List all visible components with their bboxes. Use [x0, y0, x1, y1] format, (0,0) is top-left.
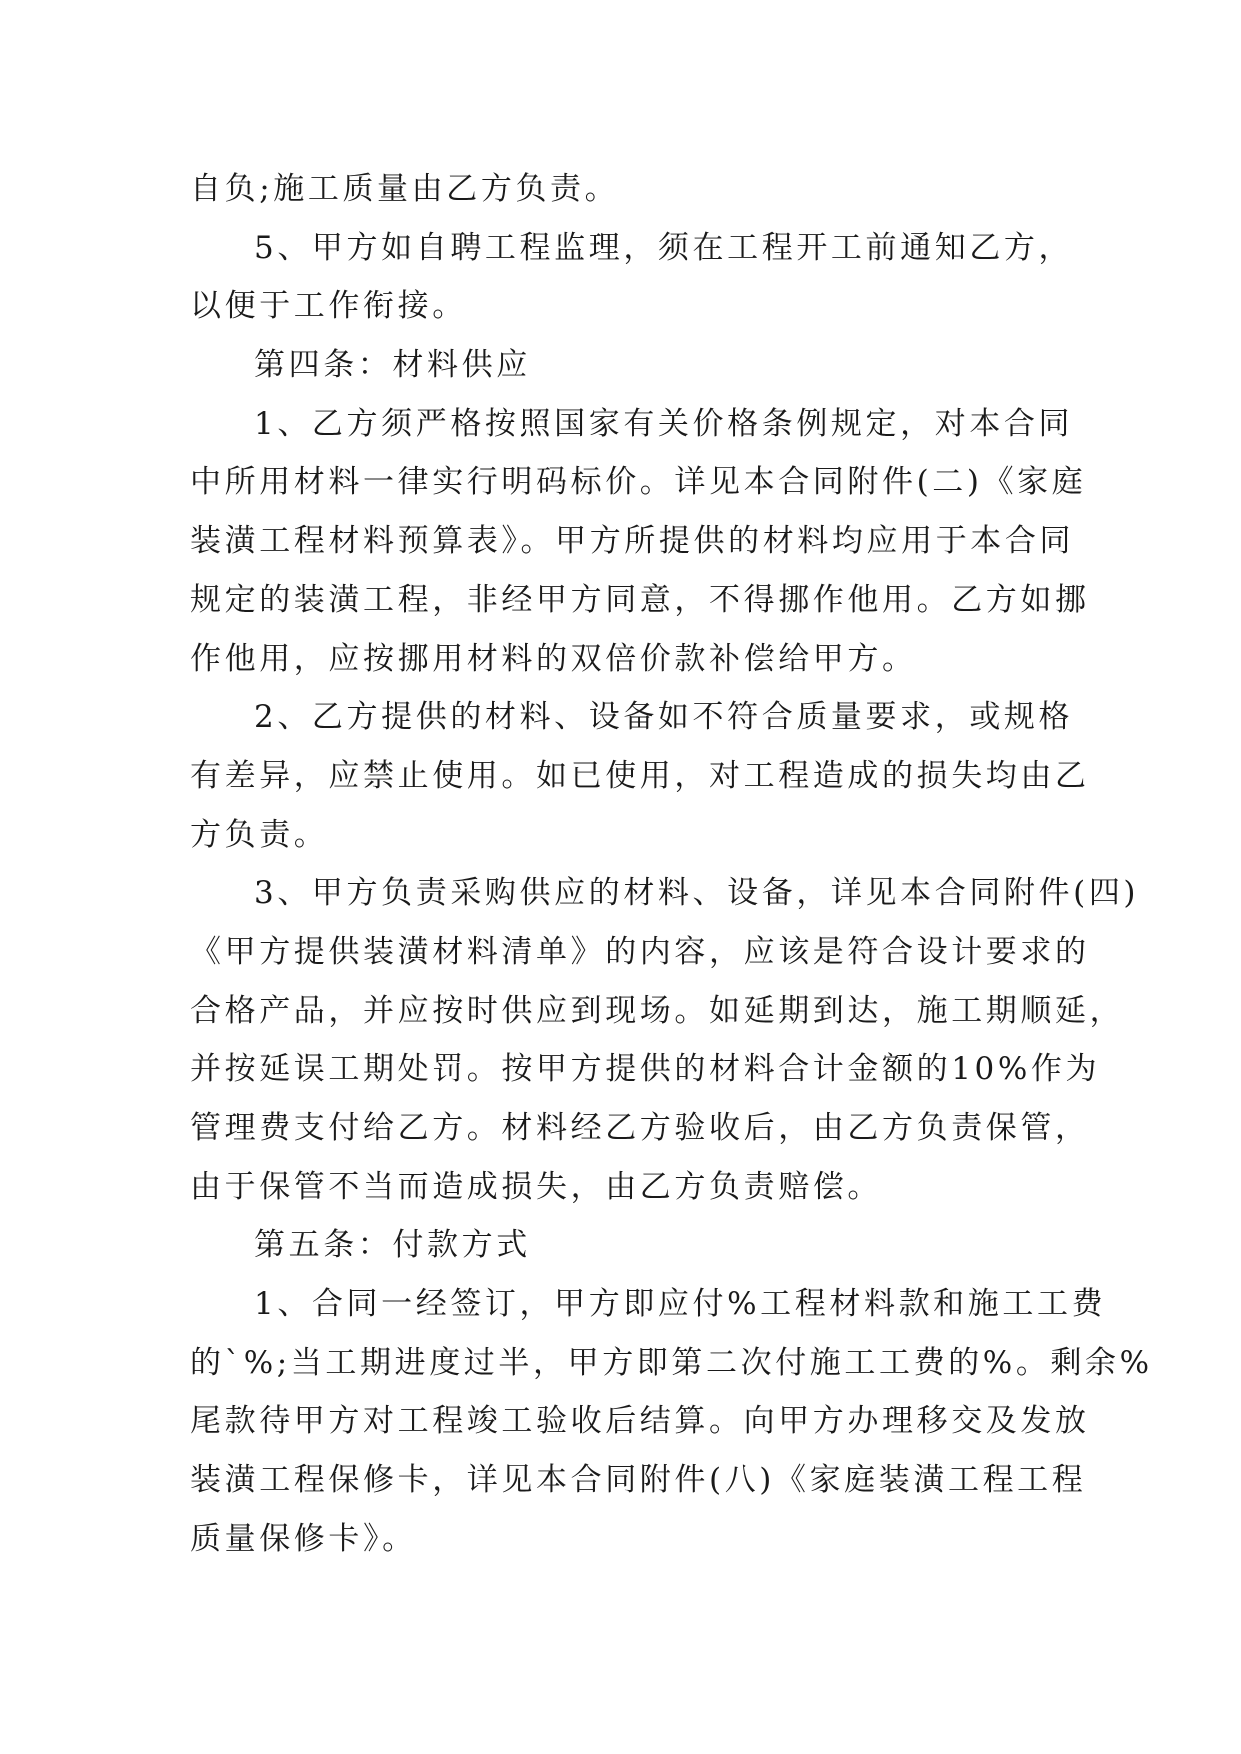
text-line-3: 以便于工作衔接。: [190, 288, 467, 325]
text-line-18: 由于保管不当而造成损失，由乙方负责赔偿。: [190, 1168, 882, 1205]
article-4-item-1: 1、乙方须严格按照国家有关价格条例规定，对本合同: [254, 405, 1074, 442]
text-line-15: 合格产品，并应按时供应到现场。如延期到达，施工期顺延，: [190, 992, 1125, 1029]
text-line-16: 并按延误工期处罚。按甲方提供的材料合计金额的10%作为: [190, 1051, 1101, 1088]
text-line-9: 作他用，应按挪用材料的双倍价款补偿给甲方。: [190, 640, 917, 677]
clause-3-item-5: 5、甲方如自聘工程监理，须在工程开工前通知乙方，: [254, 229, 1074, 266]
article-5-heading: 第五条：付款方式: [254, 1227, 531, 1264]
article-4-item-3: 3、甲方负责采购供应的材料、设备，详见本合同附件(四): [254, 875, 1140, 912]
text-line-6: 中所用材料一律实行明码标价。详见本合同附件(二)《家庭: [190, 464, 1087, 501]
text-line-24: 质量保修卡》。: [190, 1520, 417, 1557]
text-line-22: 尾款待甲方对工程竣工验收后结算。向甲方办理移交及发放: [190, 1403, 1090, 1440]
text-line-14: 《甲方提供装潢材料清单》的内容，应该是符合设计要求的: [190, 933, 1090, 970]
text-line-11: 有差异，应禁止使用。如已使用，对工程造成的损失均由乙: [190, 757, 1090, 794]
article-4-heading: 第四条：材料供应: [254, 347, 531, 384]
document-body: [190, 160, 1153, 1569]
text-line-8: 规定的装潢工程，非经甲方同意，不得挪作他用。乙方如挪: [190, 581, 1090, 618]
text-line-21: 的`%;当工期进度过半，甲方即第二次付施工工费的%。剩余%: [190, 1344, 1153, 1381]
text-line-7: 装潢工程材料预算表》。甲方所提供的材料均应用于本合同: [190, 523, 1075, 560]
text-line-17: 管理费支付给乙方。材料经乙方验收后，由乙方负责保管，: [190, 1110, 1090, 1146]
text-line-1: 自负;施工质量由乙方负责。: [190, 171, 620, 207]
article-4-item-2: 2、乙方提供的材料、设备如不符合质量要求，或规格: [254, 699, 1074, 736]
text-line-12: 方负责。: [190, 816, 329, 853]
text-line-23: 装潢工程保修卡，详见本合同附件(八)《家庭装潢工程工程: [190, 1462, 1087, 1499]
article-5-item-1: 1、合同一经签订，甲方即应付%工程材料款和施工工费: [254, 1286, 1107, 1323]
